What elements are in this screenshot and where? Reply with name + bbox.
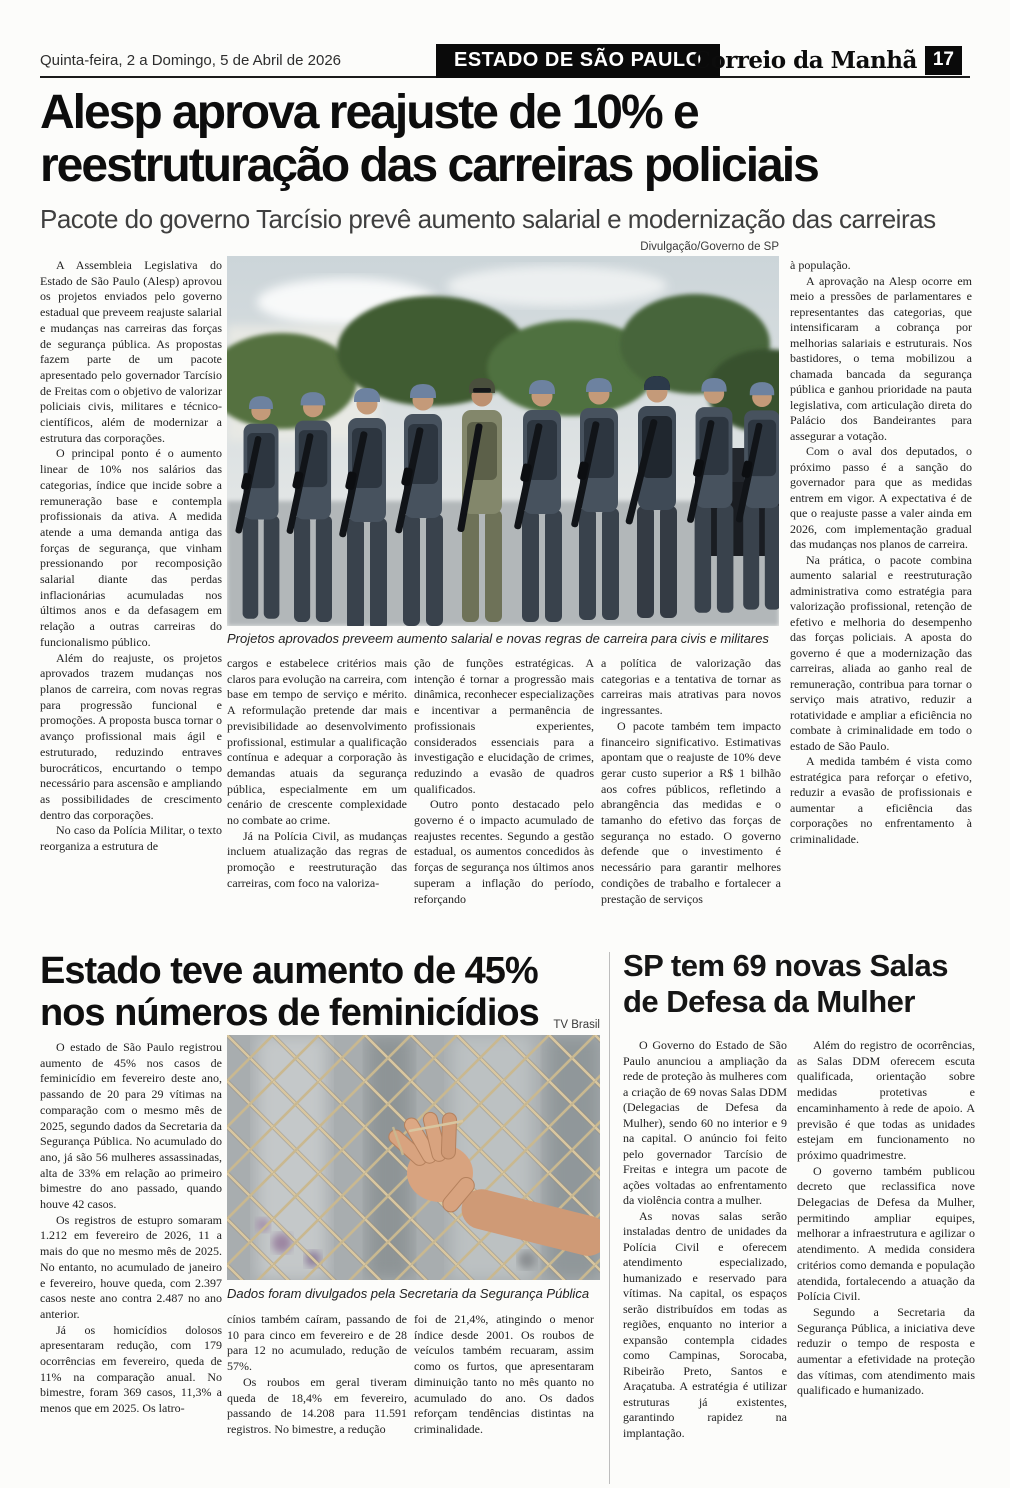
paragraph: O governo também publicou decreto que reclassifica nove Delegacias de Defesa da Mulher, permitindo ampliar equipes, melhorar a infraestrutura e agilizar o atendimento. A medida considera critérios como demanda e população atendida, fortalecendo a atuação da Polícia Civil. xyxy=(797,1163,975,1304)
paragraph: à população. xyxy=(790,258,851,272)
section-banner: ESTADO DE SÃO PAULO xyxy=(436,44,720,78)
edition-date: Quinta-feira, 2 a Domingo, 5 de Abril de 2026 xyxy=(40,52,342,69)
article2-headline: Estado teve aumento de 45% nos números de feminicídios xyxy=(40,950,539,1034)
article2-column-2 xyxy=(227,1312,407,1486)
paragraph: ção de funções estratégicas. A intenção é tornar a progressão mais dinâmica, reconhecer especializações e incentivar a permanência de profissionais experientes, considerados essenciais para a investigação e elucidação de crimes, reduzindo a evasão de quadros qualificados. xyxy=(414,656,594,796)
paragraph: Segundo a Secretaria da Segurança Pública, a iniciativa deve reduzir o tempo de resposta e aumentar a efetividade na proteção das vítimas, com atendimento mais qualificado e humanizado. xyxy=(797,1304,975,1398)
article2-column-3 xyxy=(414,1312,594,1486)
article2-photo-credit: TV Brasil xyxy=(553,1019,600,1031)
article3-column-1 xyxy=(623,1038,787,1488)
paragraph: A medida também é vista como estratégica para reforçar o efetivo, reduzir a evasão de profissionais e aumentar a eficiência das corporações no enfrentamento à criminalidade. xyxy=(790,754,972,846)
paragraph: Outro ponto destacado pelo governo é o impacto acumulado de reajustes recentes. Segundo a gestão estadual, os aumentos concedidos às forças de segurança nos últimos anos superam a inflação do período, reforçando xyxy=(414,797,594,906)
article1-column-5 xyxy=(790,258,972,946)
paragraph: O principal ponto é o aumento linear de 10% nos salários das categorias, índice que incide sobre a remuneração base e contempla profissionais da ativa. A medida atende a uma demanda antiga das forças de segurança, que vinham pressionando por recomposição salarial diante das perdas inflacionárias acumuladas nos últimos anos e da defasagem em relação a outras carreiras do funcionalismo público. xyxy=(40,446,222,649)
paragraph: Os roubos em geral tiveram queda de 18,4% em fevereiro, passando de 14.208 para 11.591 registros. No bimestre, a redução xyxy=(227,1374,407,1436)
fence-hand-photo xyxy=(227,1035,600,1280)
article2-column-1 xyxy=(40,1040,222,1486)
paragraph: O estado de São Paulo registrou aumento de 45% nos casos de feminicídio em fevereiro deste ano, passando de 20 para 29 vítimas na comparação com o mesmo mês de 2025, segundo dados da Secretaria da Segurança Pública. No acumulado do ano, já são 56 mulheres assassinadas, alta de 33% em relação ao primeiro bimestre do ano passado, quando houve 42 casos. xyxy=(40,1040,222,1212)
paragraph: A aprovação na Alesp ocorre em meio a pressões de parlamentares e representantes das categorias, que intensificaram a cobrança por melhorias salariais e estruturais. Nos bastidores, o tema mobilizou a chamada bancada da segurança pública e ganhou prioridade na pauta legislativa, com articulação direta do Palácio dos Bandeirantes para assegurar a votação. xyxy=(790,273,972,443)
article2-photo-caption: Dados foram divulgados pela Secretaria da Segurança Pública xyxy=(227,1286,590,1301)
paragraph: a política de valorização das categorias e a tentativa de tornar as carreiras mais atrativas para novos ingressantes. xyxy=(601,656,781,718)
paragraph: No caso da Polícia Militar, o texto reorganiza a estrutura de xyxy=(40,823,222,854)
page-number: 17 xyxy=(925,46,962,75)
article3-headline: SP tem 69 novas Salas de Defesa da Mulher xyxy=(623,948,948,1019)
paragraph: Já os homicídios dolosos apresentaram redução, com 179 ocorrências em fevereiro, queda de 11% na comparação anual. No bimestre, foram 369 casos, 11,3% a menos que em 2025. Os latro- xyxy=(40,1322,222,1416)
paragraph: As novas salas serão instaladas dentro de unidades da Polícia Civil e oferecem atendimento especializado, humanizado e reservado para vítimas. Na capital, os espaços serão distribuídos em todas as regiões, enquanto no interior a expansão contempla cidades como Campinas, Sorocaba, Ribeirão Preto, Santos e Araçatuba. A estratégia é utilizar estruturas já existentes, garantindo rapidez na implantação. xyxy=(623,1208,787,1440)
paragraph: O pacote também tem impacto financeiro significativo. Estimativas apontam que o reajuste de 10% deve gerar custo superior a R$ 1 bilhão aos cofres públicos, refletindo a abrangência das medidas e o tamanho do efetivo das forças de segurança no estado. O governo defende que o investimento é necessário para garantir melhores condições de trabalho e fortalecer a prestação de serviços xyxy=(601,718,781,906)
police-formation-photo xyxy=(227,256,779,626)
article3-column-2 xyxy=(797,1038,975,1488)
paragraph: cargos e estabelece critérios mais claros para evolução na carreira, com base em tempo de serviço e mérito. A reformulação pretende dar mais previsibilidade ao desenvolvimento profissional, estimular a qualificação contínua e adequar a corporação às demandas atuais da segurança pública, especialmente em um cenário de crescente complexidade no combate ao crime. xyxy=(227,656,407,828)
paragraph: Além do reajuste, os projetos aprovados trazem mudanças nos planos de carreira, com novas regras para progressão funcional e promoções. A proposta busca tornar o avanço profissional mais ágil e estruturado, reduzindo entraves burocráticos, encurtando o tempo necessário para ascensão e ampliando as possibilidades de crescimento dentro das corporações. xyxy=(40,650,222,822)
paragraph: Na prática, o pacote combina aumento salarial e reestruturação administrativa como estratégia para valorização profissional, retenção de efetivo e melhoria do desempenho das forças policiais. A aposta do governo é que a modernização das carreiras, aliada ao ganho real de remuneração, contribua para tornar o serviço mais atrativo, reduzir a rotatividade e ampliar a eficiência no combate à criminalidade em todo o estado de São Paulo. xyxy=(790,552,972,753)
masthead-group xyxy=(693,46,962,75)
article-divider xyxy=(609,952,610,1484)
article1-column-4 xyxy=(601,656,781,946)
paragraph: foi de 21,4%, atingindo o menor índice desde 2001. Os roubos de veículos também recuaram, assim como os furtos, que apresentaram diminuição tanto no mês quanto no acumulado do ano. Os dados reforçam tendências distintas na criminalidade. xyxy=(414,1312,594,1436)
paragraph: Já na Polícia Civil, as mudanças incluem atualização das regras de promoção e reestruturação das carreiras, com foco na valoriza- xyxy=(227,828,407,890)
article1-column-3 xyxy=(414,656,594,946)
article1-photo-caption: Projetos aprovados preveem aumento salarial e novas regras de carreira para civis e militares xyxy=(227,631,769,646)
paragraph: Com o aval dos deputados, o próximo passo é a sanção do governador para que as medidas entrem em vigor. A expectativa é de que o reajuste passe a valer ainda em 2026, com implementação gradual das mudanças nos planos de carreira. xyxy=(790,444,972,551)
article1-headline: Alesp aprova reajuste de 10% e reestruturação das carreiras policiais xyxy=(40,86,818,192)
article1-column-2 xyxy=(227,656,407,946)
article1-subhead: Pacote do governo Tarcísio prevê aumento salarial e modernização das carreiras xyxy=(40,204,936,234)
paragraph: Os registros de estupro somaram 1.212 em fevereiro de 2026, 11 a mais do que no mesmo mês de 2025. No entanto, no acumulado de janeiro e fevereiro, houve queda, com 2.397 casos neste ano contra 2.487 no ano anterior. xyxy=(40,1212,222,1321)
article1-column-1 xyxy=(40,258,222,946)
paragraph: cínios também caíram, passando de 10 para cinco em fevereiro e de 28 para 12 no acumulado, redução de 57%. xyxy=(227,1312,407,1374)
newspaper-masthead: Correio da Manhã xyxy=(692,47,917,74)
article1-photo-credit: Divulgação/Governo de SP xyxy=(640,241,779,253)
paragraph: O Governo do Estado de São Paulo anunciou a ampliação da rede de proteção às mulheres com a criação de 69 novas Salas DDM (Delegacias de Defesa da Mulher), sendo 60 no interior e 9 na capital. O anúncio foi feito pelo governador Tarcísio de Freitas e integra um pacote de ações voltadas ao enfrentamento da violência contra a mulher. xyxy=(623,1038,787,1207)
paragraph: Além do registro de ocorrências, as Salas DDM oferecem escuta qualificada, orientação sobre medidas protetivas e encaminhamento à rede de apoio. A previsão é que todas as unidades estejam em funcionamento no próximo quadrimestre. xyxy=(797,1038,975,1162)
paragraph: A Assembleia Legislativa do Estado de São Paulo (Alesp) aprovou os projetos enviados pelo governo estadual que preveem reajuste salarial e mudanças nas carreiras das forças de segurança pública. As propostas fazem parte de um pacote apresentado pelo governador Tarcísio de Freitas com o objetivo de valorizar policiais civis, militares e técnico-científicos, além de modernizar a estrutura das corporações. xyxy=(40,258,222,445)
